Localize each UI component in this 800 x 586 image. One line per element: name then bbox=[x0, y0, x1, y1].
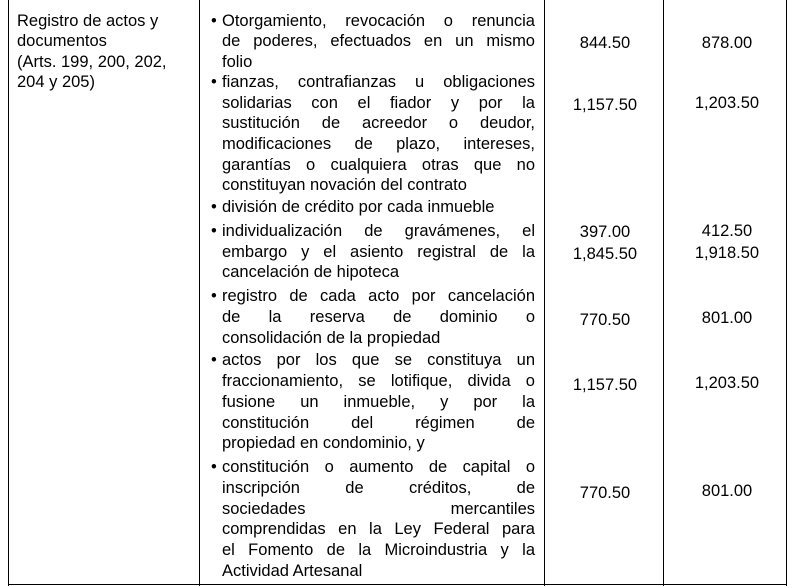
bullet: • bbox=[211, 222, 217, 240]
item-line: actos por los que se constituya un bbox=[222, 351, 535, 369]
value-a: 1,845.50 bbox=[572, 245, 638, 263]
column-divider-2 bbox=[544, 0, 545, 586]
bullet: • bbox=[211, 351, 217, 369]
column-divider-3 bbox=[663, 0, 664, 586]
item-line: solidarias con el fiador y por la bbox=[222, 94, 535, 112]
bullet: • bbox=[211, 287, 217, 305]
item-line: fraccionamiento, se lotifique, divida o bbox=[222, 372, 535, 390]
item-line: fianzas, contrafianzas u obligaciones bbox=[222, 73, 535, 91]
item-line: fusione un inmueble, y por la bbox=[222, 393, 535, 411]
bullet: • bbox=[211, 458, 217, 476]
item-line: Otorgamiento, revocación o renuncia bbox=[222, 12, 535, 30]
value-a: 397.00 bbox=[579, 223, 631, 241]
table-border-bottom bbox=[8, 584, 787, 585]
item-line: de la reserva de dominio o bbox=[222, 308, 535, 326]
column-divider-1 bbox=[199, 0, 200, 586]
item-line: de poderes, efectuados en un mismo bbox=[222, 32, 535, 50]
item-line: constituyan novación del contrato bbox=[222, 176, 467, 194]
value-b: 1,203.50 bbox=[694, 374, 760, 392]
value-a: 844.50 bbox=[579, 34, 631, 52]
bullet: • bbox=[211, 73, 217, 91]
bullet: • bbox=[211, 198, 217, 216]
value-b: 1,203.50 bbox=[694, 94, 760, 112]
category-line: documentos bbox=[17, 32, 107, 50]
bullet: • bbox=[211, 12, 217, 30]
item-line: Actividad Artesanal bbox=[222, 562, 363, 580]
item-line: constitución o aumento de capital o bbox=[222, 458, 535, 476]
item-line: individualización de gravámenes, el bbox=[222, 222, 535, 240]
category-line: (Arts. 199, 200, 202, bbox=[17, 53, 167, 71]
value-b: 412.50 bbox=[701, 222, 753, 240]
item-line: embargo y el asiento registral de la bbox=[222, 243, 535, 261]
item-line: propiedad en condominio, y bbox=[222, 434, 425, 452]
item-line: sustitución de acreedor o deudor, bbox=[222, 114, 535, 132]
value-a: 1,157.50 bbox=[572, 376, 638, 394]
item-line: garantías o cualquiera otras que no bbox=[222, 156, 535, 174]
item-line: modificaciones de plazo, intereses, bbox=[222, 135, 535, 153]
item-line: comprendidas en la Ley Federal para bbox=[222, 520, 535, 538]
item-line: el Fomento de la Microindustria y la bbox=[222, 541, 535, 559]
item-line: cancelación de hipoteca bbox=[222, 263, 400, 281]
item-line: inscripción de créditos, de bbox=[222, 479, 535, 497]
value-b: 878.00 bbox=[701, 34, 753, 52]
value-b: 801.00 bbox=[701, 482, 753, 500]
table-border-left bbox=[8, 0, 9, 586]
value-a: 770.50 bbox=[579, 311, 631, 329]
item-line: sociedades mercantiles bbox=[222, 500, 535, 518]
item-line: división de crédito por cada inmueble bbox=[222, 198, 495, 216]
value-a: 770.50 bbox=[579, 484, 631, 502]
item-line: constitución del régimen de bbox=[222, 414, 535, 432]
table-border-right bbox=[786, 0, 787, 586]
item-line: folio bbox=[222, 53, 253, 71]
item-line: registro de cada acto por cancelación bbox=[222, 287, 535, 305]
category-line: Registro de actos y bbox=[17, 12, 159, 30]
value-b: 1,918.50 bbox=[694, 244, 760, 262]
category-line: 204 y 205) bbox=[17, 73, 95, 91]
item-line: consolidación de la propiedad bbox=[222, 329, 441, 347]
value-a: 1,157.50 bbox=[572, 96, 638, 114]
value-b: 801.00 bbox=[701, 309, 753, 327]
